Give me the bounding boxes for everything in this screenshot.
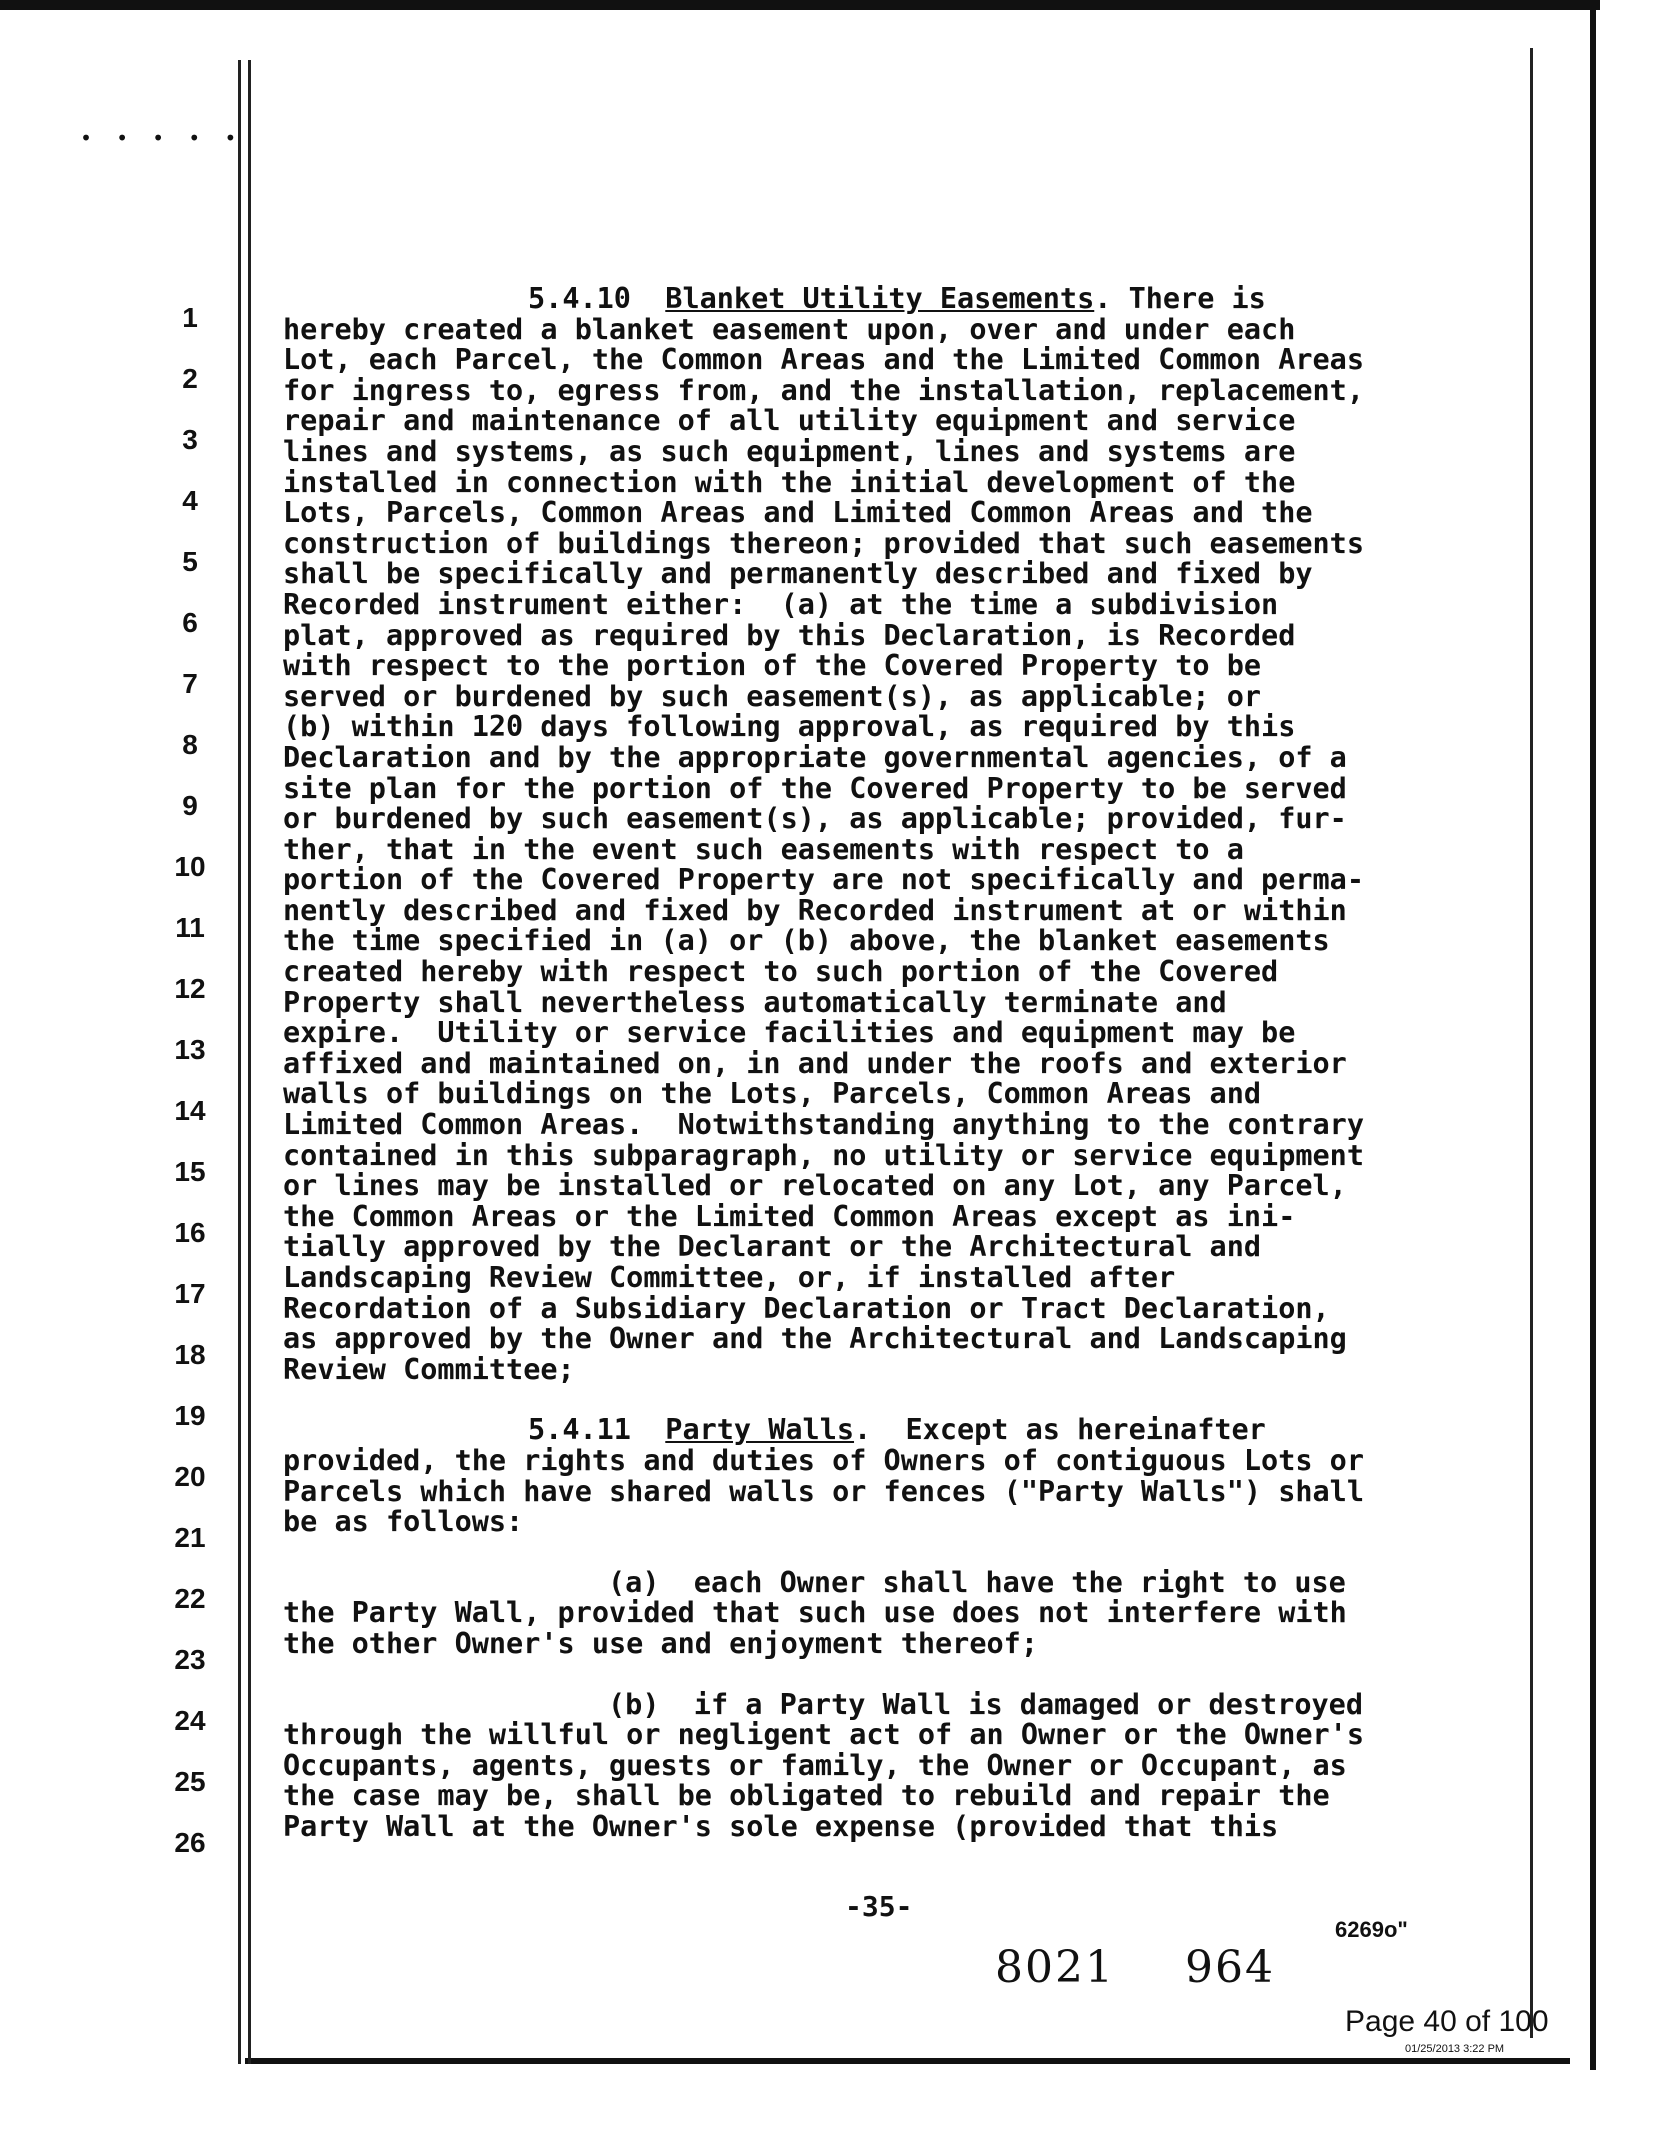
subsection-a — [283, 1565, 1478, 1660]
line-number: 22 — [174, 1583, 206, 1614]
section-number: 5.4.10 — [528, 282, 631, 315]
left-margin-rule-inner — [248, 60, 251, 2064]
book-page-number: 964 — [1185, 1942, 1275, 1993]
line-number: 20 — [174, 1461, 206, 1492]
scan-border-bottom — [245, 2058, 1570, 2064]
line-number: 5 — [182, 546, 198, 577]
line-number: 11 — [175, 912, 205, 943]
stamp-code: 6269o" — [1335, 1917, 1408, 1942]
line-number: 24 — [174, 1705, 206, 1736]
line-number: 12 — [174, 973, 206, 1004]
right-margin-rule — [1530, 48, 1533, 2038]
line-number: 8 — [182, 729, 198, 760]
line-number: 17 — [174, 1278, 206, 1309]
subsection-label: (a) — [608, 1565, 660, 1599]
section-number: 5.4.11 — [528, 1413, 631, 1447]
line-number: 23 — [174, 1644, 206, 1675]
line-number: 3 — [182, 424, 198, 455]
line-number: 15 — [174, 1156, 206, 1187]
line-number: 13 — [174, 1034, 206, 1065]
scan-border-right — [1590, 0, 1596, 2070]
scan-border-top — [0, 0, 1600, 10]
line-number: 25 — [174, 1766, 206, 1797]
line-number: 18 — [174, 1339, 206, 1370]
section-5-4-11 — [283, 1415, 1478, 1537]
line-number: 4 — [182, 485, 198, 516]
book-number: 8021 — [995, 1942, 1115, 1993]
left-margin-rule — [238, 60, 241, 2064]
line-number: 2 — [182, 363, 198, 394]
line-number: 16 — [174, 1217, 206, 1248]
line-number: 10 — [174, 851, 206, 882]
section-5-4-10 — [283, 284, 1478, 1385]
section-heading: Blanket Utility Easements — [665, 282, 1095, 315]
subsection-text: if a Party Wall is damaged or destroyed through the willful or negligent act of an Owner or the Owner's Occupants, agents, guests or family, the Owner or Occupant, as the case may be, shall be obligated to rebuild and repair the Party Wall at the Owner's sole expense (provided that this — [283, 1687, 1364, 1843]
section-heading: Party Walls — [665, 1413, 855, 1447]
line-number: 14 — [174, 1095, 206, 1126]
line-number: 9 — [182, 790, 198, 821]
line-number: 6 — [182, 607, 198, 638]
subsection-text: each Owner shall have the right to use the Party Wall, provided that such use does not interfere with the other Owner's use and enjoyment thereof; — [283, 1565, 1347, 1660]
scan-specks: • • • • • — [80, 126, 243, 150]
line-number: 19 — [174, 1400, 206, 1431]
page-count: Page 40 of 100 — [1345, 2005, 1549, 2038]
print-timestamp: 01/25/2013 3:22 PM — [1405, 2043, 1505, 2055]
subsection-label: (b) — [608, 1687, 660, 1721]
document-body — [283, 284, 1478, 1843]
page-number: -35- — [845, 1890, 913, 1923]
subsection-b — [283, 1687, 1478, 1843]
line-number: 7 — [182, 668, 198, 699]
section-text: . There is hereby created a blanket easement upon, over and under each Lot, each Parcel, the Common Areas and the Limited Common Areas for ingress to, egress from, and the installation, replacement, repair and maintenance of all utility equipment and service lines and systems, as such equipment, lines and systems are installed in connection with the initial development of the Lots, Parcels, Common Areas and Limited Common Areas and the construction of buildings thereon; provided that such easements shall be specifically and permanently described and fixed by Recorded instrument either: (a) at the time a subdivision plat, approved as required by this Declaration, is Recorded with respect to the portion of the Covered Property to be served or burdened by such easement(s), as applicable; or (b) within 120 days following approval, as required by this Declaration and by the appropriate governmental agencies, of a site plan for the portion of the Covered Property to be served or burdened by such easement(s), as applicable; provided, fur- ther, that in the event such easements with respect to a portion of the Covered Property are not specifically and perma- nently described and fixed by Recorded instrument at or within the time specified in (a) or (b) above, the blanket easements created hereby with respect to such portion of the Covered Property shall nevertheless automatically terminate and expire. Utility or service facilities and equipment may be affixed and maintained on, in and under the roofs and exterior walls of buildings on the Lots, Parcels, Common Areas and Limited Common Areas. Notwithstanding anything to the contrary contained in this subparagraph, no utility or service equipment or lines may be installed or relocated on any Lot, any Parcel, the Common Areas or the Limited Common Areas except as ini- tially approved by the Declarant or the Architectural and Landscaping Review Committee, or, if installed after Recordation of a Subsidiary Declaration or Tract Declaration, as approved by the Owner and the Architectural and Landscaping Review Committee; — [283, 282, 1364, 1386]
line-number: 26 — [174, 1827, 206, 1858]
section-text: . Except as hereinafter provided, the rights and duties of Owners of contiguous Lots or Parcels which have shared walls or fences ("Party Walls") shall be as follows: — [283, 1413, 1364, 1539]
line-number: 21 — [174, 1522, 206, 1553]
line-number: 1 — [182, 302, 198, 333]
